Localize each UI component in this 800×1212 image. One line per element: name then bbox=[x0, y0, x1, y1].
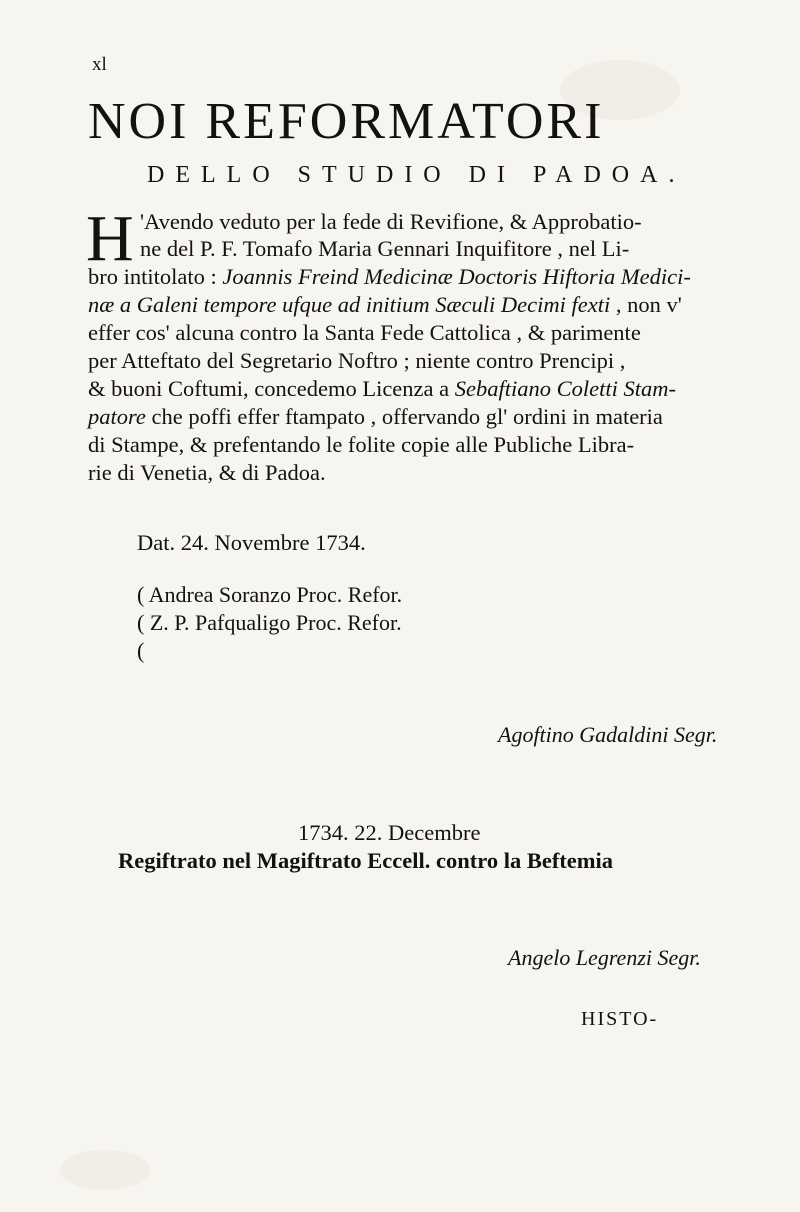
signatory: ( Z. P. Pafqualigo Proc. Refor. bbox=[137, 610, 402, 635]
decree-text: , non v' bbox=[610, 292, 682, 317]
decree-line: 'Avendo veduto per la fede di Revifione, & Approbatio- bbox=[140, 209, 642, 234]
secretary-signature: Agoftino Gadaldini Segr. bbox=[498, 722, 718, 747]
decree-line bbox=[88, 406, 663, 429]
catchword: HISTO- bbox=[581, 1008, 659, 1030]
signatory: ( bbox=[137, 638, 145, 663]
decree-text: & buoni Coftumi, concedemo Licenza a bbox=[88, 376, 455, 401]
decree-date: Dat. 24. Novembre 1734. bbox=[137, 530, 366, 555]
decree-line: di Stampe, & prefentando le folite copie alle Publiche Libra- bbox=[88, 432, 635, 457]
decree-line: effer cos' alcuna contro la Santa Fede Cattolica , & parimente bbox=[88, 320, 641, 345]
registration-date: 1734. 22. Decembre bbox=[298, 820, 481, 845]
drop-cap: H bbox=[86, 202, 134, 275]
secretary-signature: Angelo Legrenzi Segr. bbox=[508, 945, 701, 970]
page-title: NOI REFORMATORI bbox=[88, 93, 605, 150]
printer-name: Sebaftiano Coletti Stam- bbox=[454, 376, 676, 401]
decree-line: rie di Venetia, & di Padoa. bbox=[88, 460, 326, 485]
page-number: xl bbox=[92, 54, 107, 75]
decree-line bbox=[88, 266, 691, 289]
decree-text: bro intitolato : bbox=[88, 264, 223, 289]
paper-stain bbox=[60, 1150, 150, 1190]
decree-line bbox=[88, 378, 676, 401]
signatory: ( Andrea Soranzo Proc. Refor. bbox=[137, 582, 403, 607]
page-subtitle: DELLO STUDIO DI PADOA. bbox=[147, 162, 686, 188]
book-title: næ a Galeni tempore ufque ad initium Sæculi Decimi fexti bbox=[88, 292, 611, 317]
registration-text: Regiftrato nel Magiftrato Eccell. contro la Beftemia bbox=[118, 848, 614, 873]
book-title: Joannis Freind Medicinæ Doctoris Hiftoria Medici- bbox=[222, 264, 691, 289]
printer-name: patore bbox=[88, 404, 146, 429]
decree-line: per Atteftato del Segretario Noftro ; niente contro Prencipi , bbox=[88, 348, 626, 373]
decree-line: ne del P. F. Tomafo Maria Gennari Inquifitore , nel Li- bbox=[140, 236, 630, 261]
decree-line bbox=[88, 294, 682, 317]
decree-text: che poffi effer ftampato , offervando gl' ordini in materia bbox=[145, 404, 663, 429]
